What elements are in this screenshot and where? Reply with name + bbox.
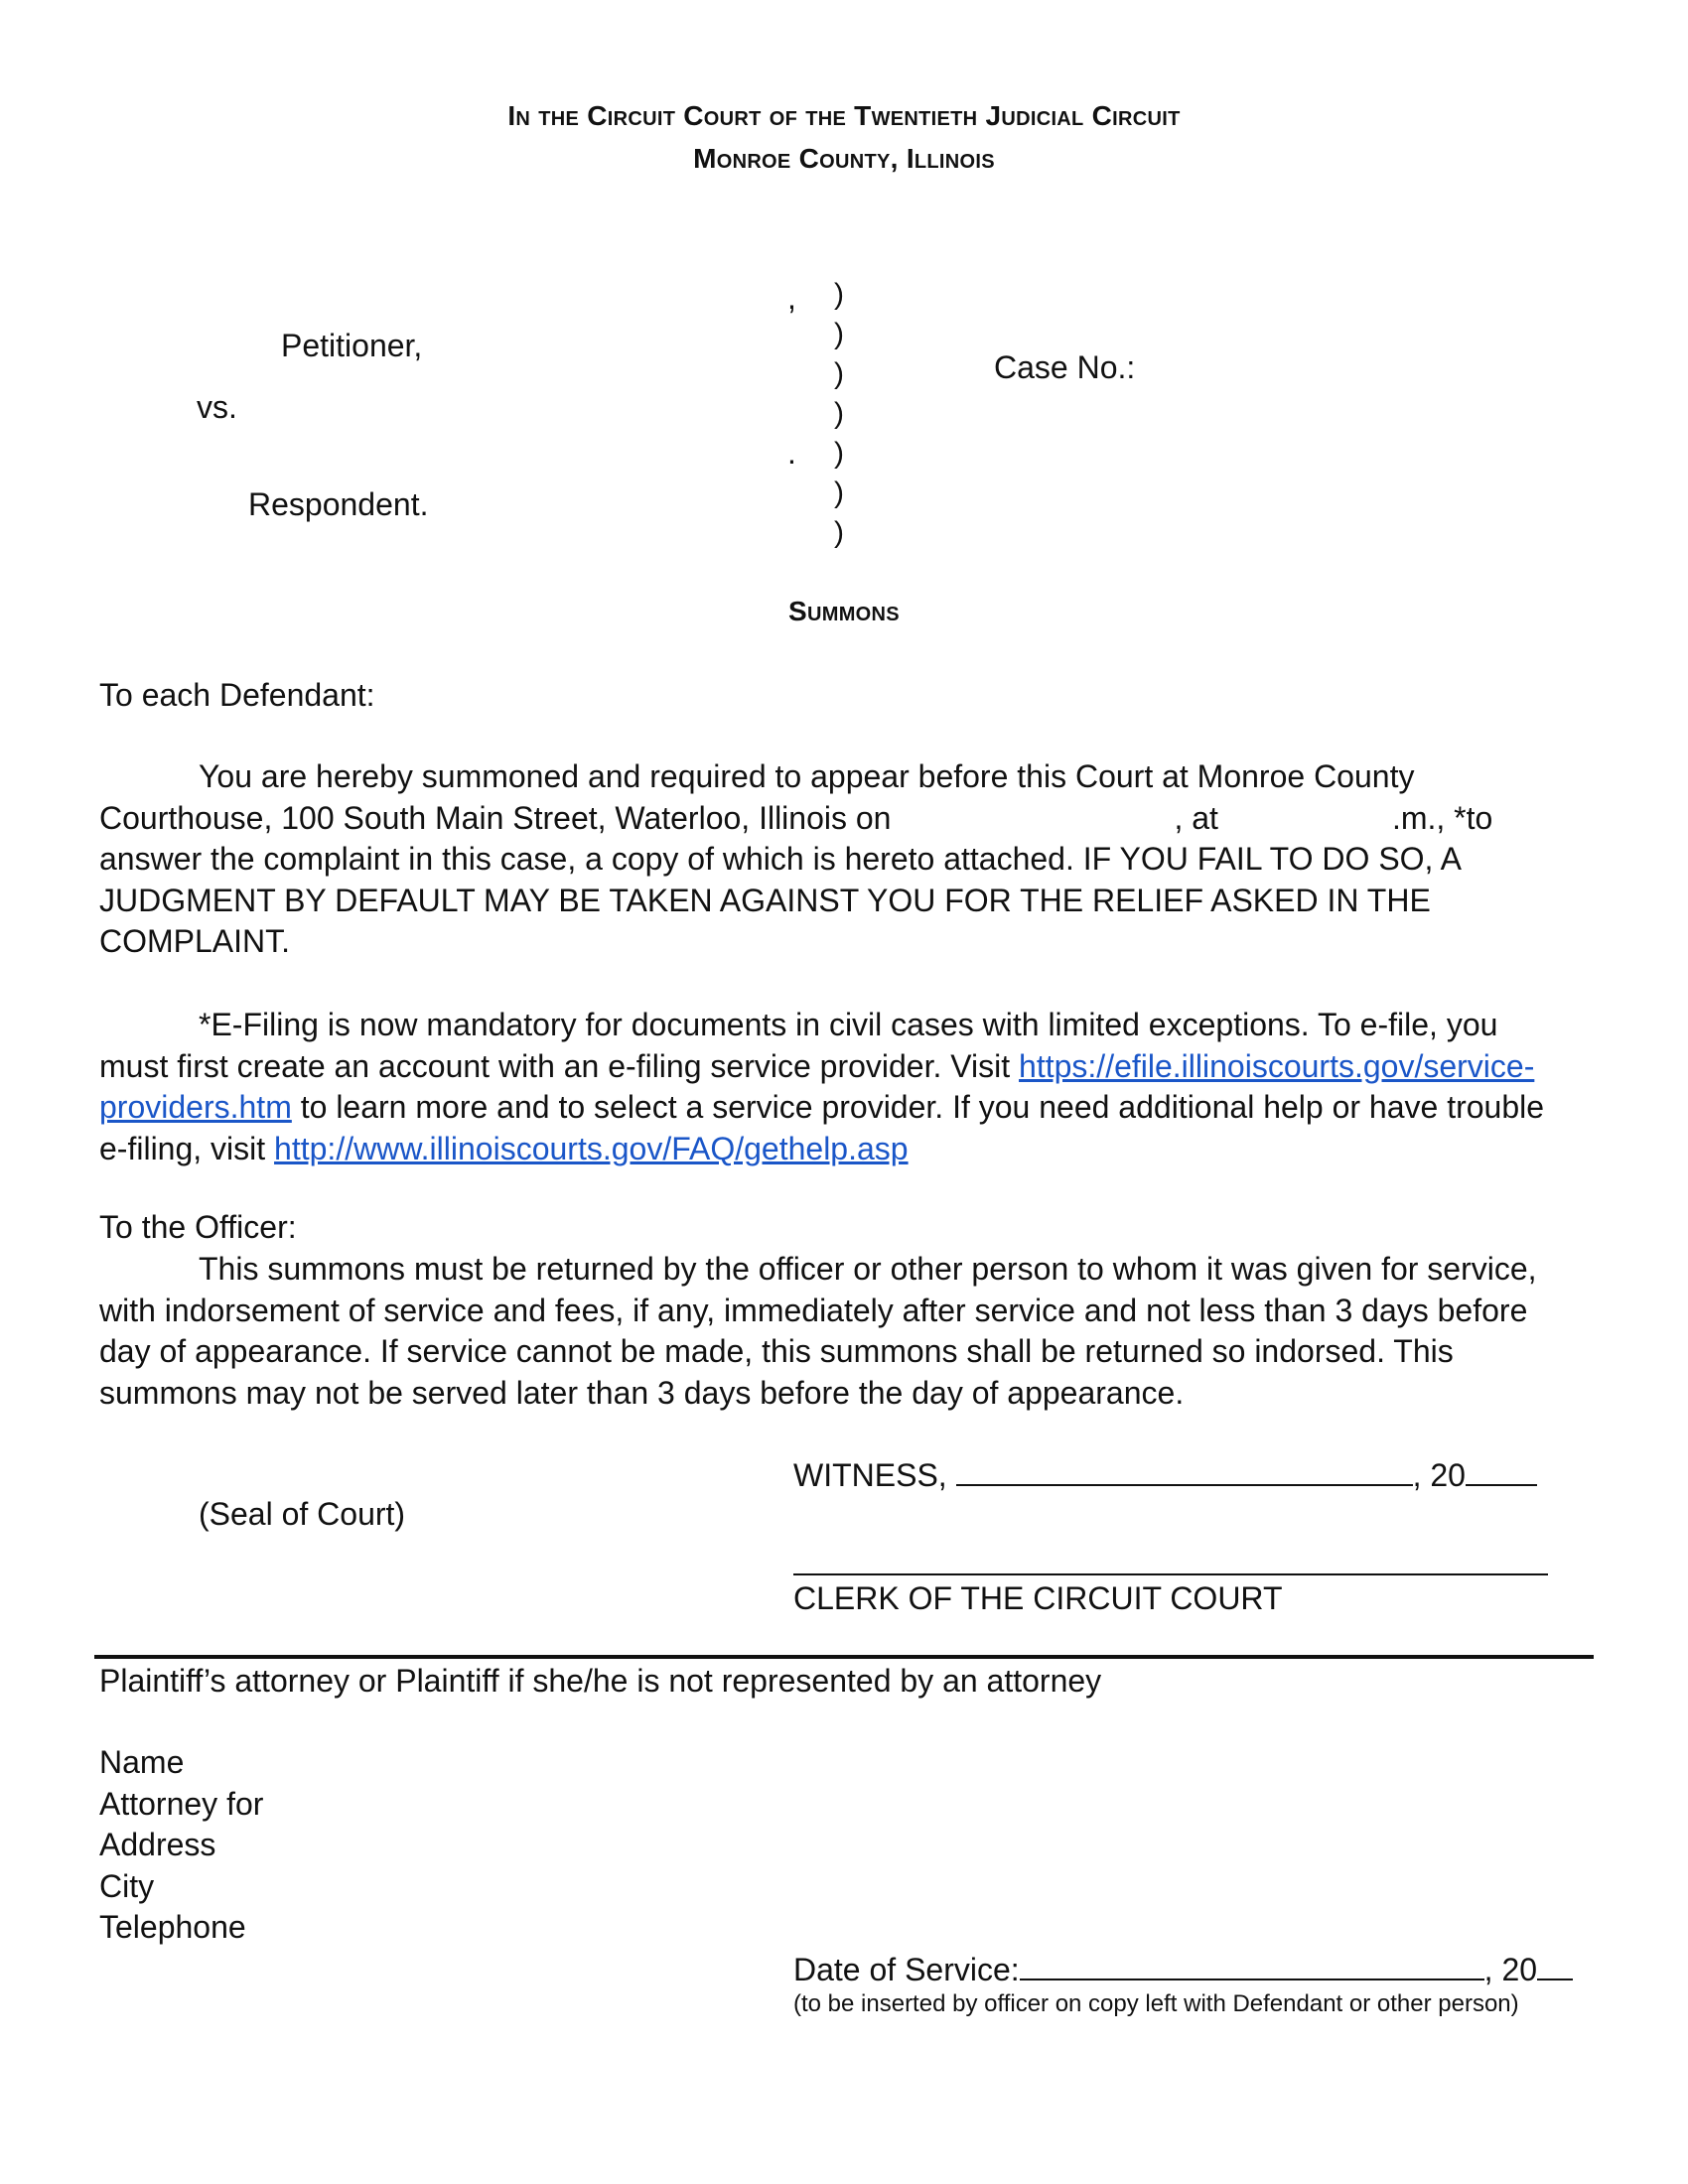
witness-blank (956, 1454, 1413, 1486)
respondent-label: Respondent. (248, 486, 429, 522)
witness-year-blank (1466, 1454, 1537, 1486)
document-title-text: Summons (788, 596, 900, 626)
defendant-p1-rest: answer the complaint in this case, a copy of which is hereto attached. IF YOU FAIL TO DO SO, A JUDGMENT BY DEFAULT MAY BE TAKEN AGAINST YOU FOR THE RELIEF ASKED IN THE COMPLAINT. (99, 841, 1461, 959)
witness-line (793, 1454, 1537, 1497)
attorney-field-city: City (99, 1868, 155, 1904)
date-of-service-label: Date of Service: (793, 1952, 1020, 1987)
date-of-service-year-blank (1537, 1949, 1573, 1980)
caption-paren: ) (834, 516, 844, 549)
attorney-field-name: Name (99, 1744, 185, 1780)
efiling-text2: to learn more and to select a service provider. If you need additional help or have trouble e-filing, visit (99, 1089, 1545, 1166)
date-of-service-line (793, 1949, 1573, 1991)
attorney-heading: Plaintiff’s attorney or Plaintiff if she/he is not represented by an attorney (99, 1663, 1102, 1699)
county-heading (0, 143, 1688, 175)
defendant-salutation: To each Defendant: (99, 677, 375, 713)
date-of-service-year-prefix: , 20 (1483, 1952, 1538, 1987)
caption-paren: ) (834, 318, 844, 350)
efiling-text1: *E-Filing is now mandatory for documents in civil cases with limited exceptions. To e-file, you must first create an account with an e-filing service provider. Visit (99, 1007, 1498, 1084)
defendant-p1-line2b: , at (1174, 799, 1218, 836)
officer-text: This summons must be returned by the officer or other person to whom it was given for service, with indorsement of service and fees, if any, immediately after service and not less than 3 days before day of appearance. If service cannot be made, this summons shall be returned so indorsed. This summons may not be served later than 3 days before the day of appearance. (99, 1251, 1537, 1411)
caption-paren: ) (834, 357, 844, 390)
defendant-p1-line2a: Courthouse, 100 South Main Street, Waterloo, Illinois on (99, 799, 892, 836)
caption-dot: . (787, 435, 796, 471)
date-of-service-blank (1020, 1949, 1484, 1980)
gethelp-link[interactable]: http://www.illinoiscourts.gov/FAQ/gethelp.asp (274, 1130, 909, 1166)
document-title (0, 596, 1688, 627)
petitioner-label: Petitioner, (281, 328, 423, 363)
officer-paragraph (99, 1249, 1559, 1414)
case-number-label: Case No.: (994, 349, 1136, 385)
service-providers-link[interactable]: https://efile.illinoiscourts.gov/service-providers.htm (99, 1047, 1535, 1125)
court-heading-line1: In the Circuit Court of the Twentieth Judicial Circuit (507, 100, 1181, 131)
officer-salutation: To the Officer: (99, 1209, 297, 1245)
defendant-paragraph (99, 756, 1559, 963)
attorney-field-attorney-for: Attorney for (99, 1786, 264, 1822)
defendant-p1-line2 (99, 798, 1559, 840)
witness-year-prefix: , 20 (1412, 1457, 1466, 1493)
attorney-field-address: Address (99, 1827, 216, 1862)
clerk-signature-line (793, 1573, 1548, 1575)
date-of-service-note: (to be inserted by officer on copy left with Defendant or other person) (793, 1990, 1519, 2017)
caption-paren: ) (834, 437, 844, 470)
defendant-p1-line1: You are hereby summoned and required to appear before this Court at Monroe County (199, 758, 1415, 794)
caption-paren: ) (834, 278, 844, 311)
section-divider (94, 1655, 1594, 1659)
witness-label: WITNESS, (793, 1457, 947, 1493)
caption-paren: ) (834, 477, 844, 509)
defendant-p1-line2c: .m., *to (1391, 799, 1493, 836)
caption-paren: ) (834, 397, 844, 430)
seal-of-court: (Seal of Court) (199, 1496, 406, 1532)
clerk-label: CLERK OF THE CIRCUIT COURT (793, 1580, 1283, 1616)
caption-comma: , (787, 280, 796, 316)
vs-label: vs. (197, 389, 237, 425)
court-heading (0, 100, 1688, 132)
county-heading-line2: Monroe County, Illinois (693, 143, 995, 174)
efiling-paragraph (99, 1005, 1559, 1169)
attorney-field-telephone: Telephone (99, 1909, 246, 1945)
